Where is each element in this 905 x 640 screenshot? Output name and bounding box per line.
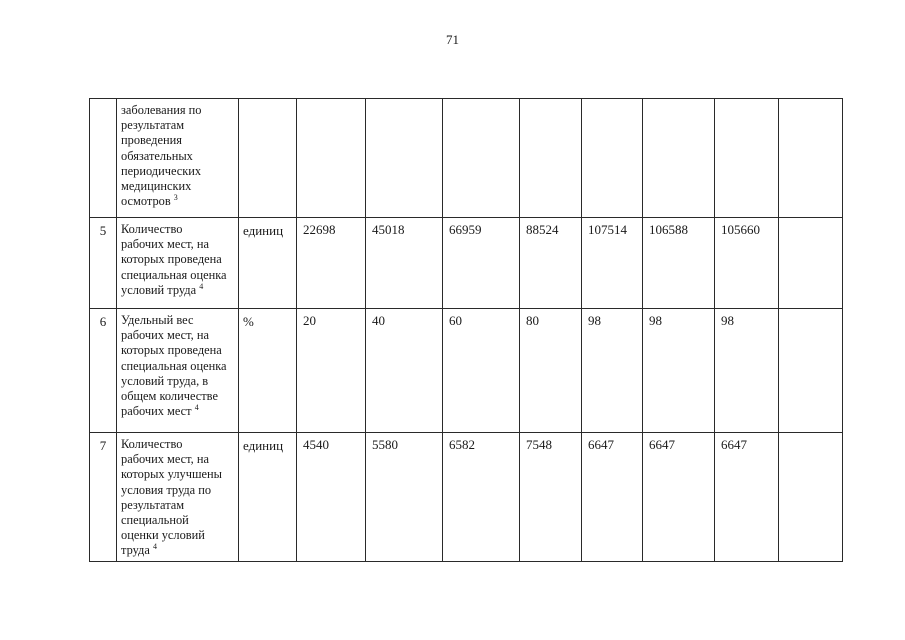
indicator-name: [121, 437, 235, 559]
value-cell: [520, 99, 582, 218]
table-row: [90, 309, 843, 433]
value-cell: [443, 99, 520, 218]
indicator-name: [121, 103, 235, 209]
footnote-marker: 4: [199, 281, 204, 291]
value-cell: 80: [520, 309, 582, 433]
value-cell: [779, 433, 843, 562]
value-cell: 98: [715, 309, 779, 433]
value-cell: 6647: [715, 433, 779, 562]
value-cell: 20: [297, 309, 366, 433]
value-cell: 5580: [366, 433, 443, 562]
value-cell: 106588: [643, 218, 715, 309]
value-cell: 98: [643, 309, 715, 433]
value-cell: 66959: [443, 218, 520, 309]
indicator-text: заболевания по результатам проведения обязательных периодических медицинских осмотров: [121, 103, 202, 209]
indicator-cell: [117, 433, 239, 562]
table-row: [90, 433, 843, 562]
value-cell: 88524: [520, 218, 582, 309]
value-cell: [297, 99, 366, 218]
value-cell: 22698: [297, 218, 366, 309]
value-cell: 6582: [443, 433, 520, 562]
unit-cell: [239, 99, 297, 218]
row-number-cell: [90, 99, 117, 218]
value-cell: 40: [366, 309, 443, 433]
indicator-text: Количество рабочих мест, на которых улучшены условия труда по результатам специальной оценки условий труда: [121, 437, 222, 558]
value-cell: [779, 99, 843, 218]
table-body: [90, 99, 843, 562]
indicator-cell: [117, 309, 239, 433]
value-cell: [366, 99, 443, 218]
value-cell: 6647: [582, 433, 643, 562]
indicator-name: [121, 222, 235, 298]
value-cell: 105660: [715, 218, 779, 309]
row-number-cell: 7: [90, 433, 117, 562]
value-cell: 98: [582, 309, 643, 433]
indicator-name: [121, 313, 235, 419]
indicator-cell: [117, 218, 239, 309]
value-cell: [715, 99, 779, 218]
row-number-cell: 6: [90, 309, 117, 433]
footnote-marker: 4: [152, 542, 157, 552]
value-cell: 4540: [297, 433, 366, 562]
footnote-marker: 3: [173, 193, 178, 203]
row-number-cell: 5: [90, 218, 117, 309]
value-cell: [582, 99, 643, 218]
indicator-text: Удельный вес рабочих мест, на которых проведена специальная оценка условий труда, в общем количестве рабочих мест: [121, 313, 227, 419]
unit-cell: единиц: [239, 218, 297, 309]
indicator-cell: [117, 99, 239, 218]
indicator-text: Количество рабочих мест, на которых проведена специальная оценка условий труда: [121, 222, 227, 297]
value-cell: [779, 218, 843, 309]
unit-cell: %: [239, 309, 297, 433]
indicators-table: [89, 98, 843, 562]
value-cell: 107514: [582, 218, 643, 309]
table-row: [90, 99, 843, 218]
value-cell: 7548: [520, 433, 582, 562]
value-cell: 45018: [366, 218, 443, 309]
page-number: 71: [446, 32, 459, 47]
footnote-marker: 4: [194, 403, 199, 413]
value-cell: 6647: [643, 433, 715, 562]
table-row: [90, 218, 843, 309]
value-cell: 60: [443, 309, 520, 433]
value-cell: [779, 309, 843, 433]
unit-cell: единиц: [239, 433, 297, 562]
value-cell: [643, 99, 715, 218]
